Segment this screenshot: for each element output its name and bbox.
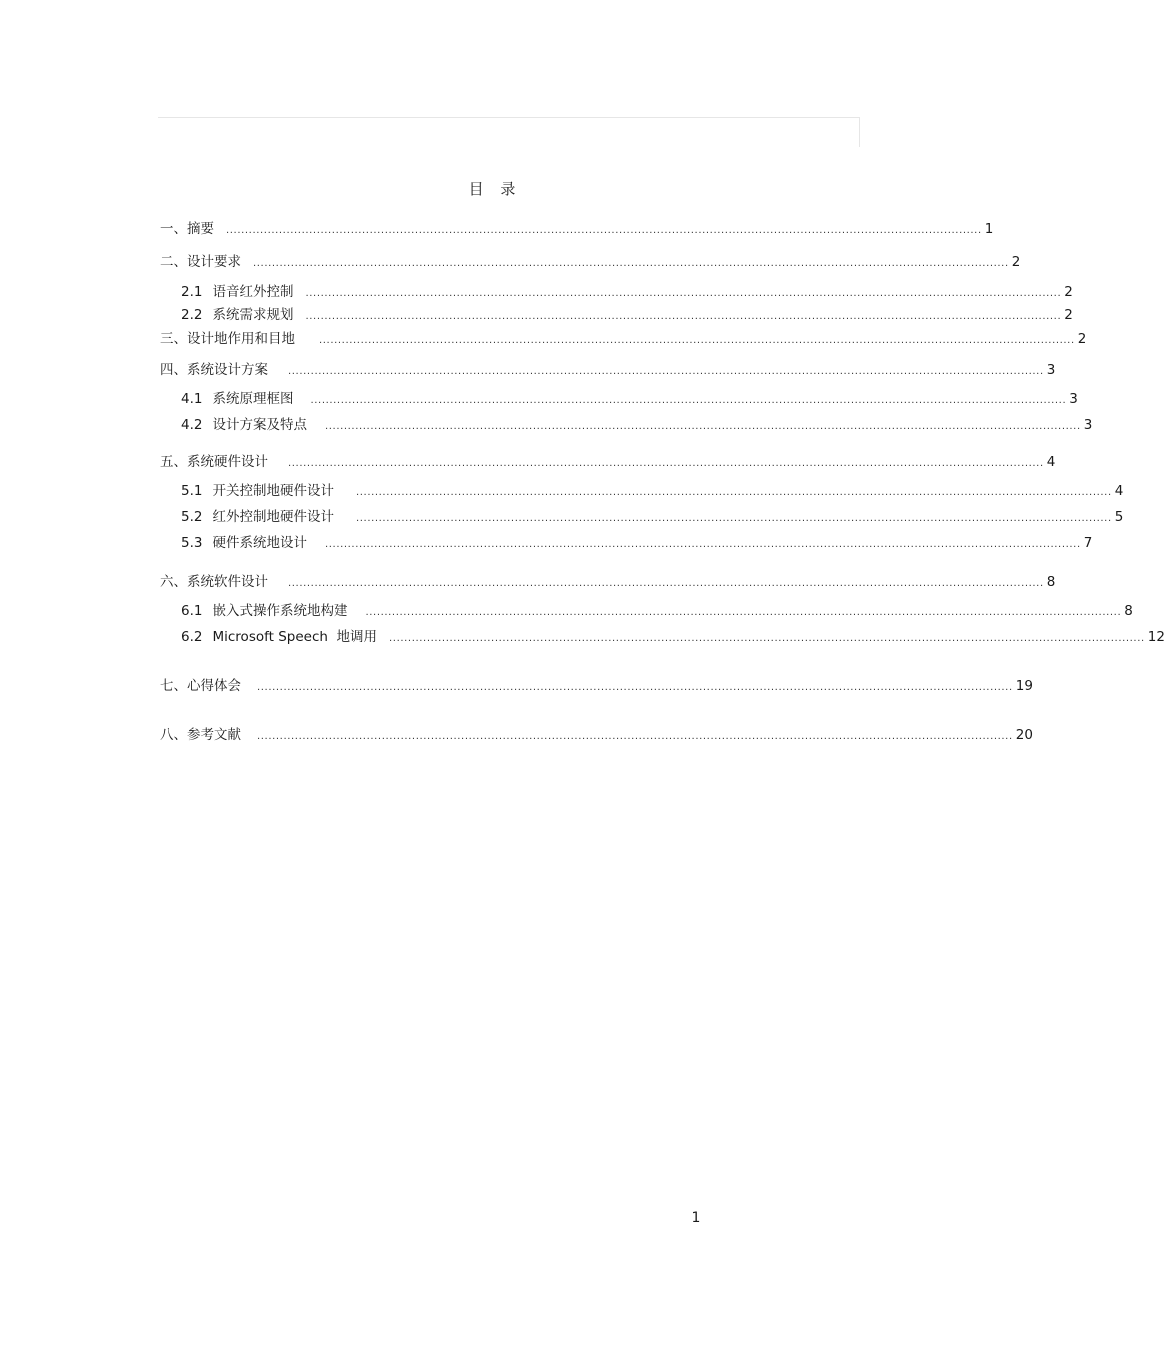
toc-entry xyxy=(160,573,1056,591)
toc-entry-page: 4 xyxy=(1046,454,1056,470)
toc-leader-dots: ........................................................................................................................................................................................................ xyxy=(226,225,982,236)
toc-leader-dots: ........................................................................................................................................................................................................ xyxy=(257,682,1013,693)
toc-entry-number: 4.2 xyxy=(181,417,203,433)
toc-entry-label: 开关控制地硬件设计 xyxy=(212,483,334,499)
toc-entry-label: 语音红外控制 xyxy=(212,284,294,300)
toc-entry-label: 五、系统硬件设计 xyxy=(160,454,268,470)
toc-entry-number: 2.1 xyxy=(181,284,203,300)
toc-entry-page: 2 xyxy=(1011,254,1021,270)
toc-entry-page: 3 xyxy=(1069,391,1078,407)
toc-entry-page: 2 xyxy=(1064,307,1073,323)
toc-entry-page: 12 xyxy=(1147,629,1165,645)
toc-entry-page: 20 xyxy=(1015,727,1033,743)
toc-entry xyxy=(181,534,1093,552)
toc-entry xyxy=(160,361,1056,379)
toc-entry-page: 7 xyxy=(1083,535,1093,551)
toc-entry xyxy=(181,306,1073,324)
toc-leader-dots: ........................................................................................................................................................................................................ xyxy=(319,335,1075,346)
toc-leader-dots: ........................................................................................................................................................................................................ xyxy=(324,539,1081,550)
toc-entry-page: 5 xyxy=(1114,509,1124,525)
toc-entry xyxy=(181,482,1124,500)
toc-leader-dots: ........................................................................................................................................................................................................ xyxy=(324,421,1081,432)
toc-leader-dots: ........................................................................................................................................................................................................ xyxy=(288,366,1044,377)
toc-entry-label: 设计方案及特点 xyxy=(212,417,307,433)
header-corner-mark xyxy=(859,117,860,147)
toc-entry-label: 一、摘要 xyxy=(160,221,214,237)
toc-entry-page: 3 xyxy=(1046,362,1056,378)
toc-leader-dots: ........................................................................................................................................................................................................ xyxy=(253,258,1009,269)
toc-entry-page: 2 xyxy=(1064,284,1073,300)
toc-entry-label: 三、设计地作用和目地 xyxy=(160,331,295,347)
toc-entry-number: 5.1 xyxy=(181,483,203,499)
toc-entry-label: 系统原理框图 xyxy=(212,391,294,407)
toc-entry xyxy=(181,390,1078,408)
toc-entry xyxy=(160,677,1033,695)
toc-entry-number: 5.2 xyxy=(181,509,203,525)
toc-leader-dots: ........................................................................................................................................................................................................ xyxy=(257,731,1013,742)
toc-entry-number: 5.3 xyxy=(181,535,203,551)
header-rule xyxy=(158,117,859,118)
toc-entry-label: 硬件系统地设计 xyxy=(212,535,307,551)
toc-entry xyxy=(181,602,1133,620)
toc-entry-page: 4 xyxy=(1114,483,1124,499)
toc-leader-dots: ........................................................................................................................................................................................................ xyxy=(355,513,1112,524)
toc-entry-label: 七、心得体会 xyxy=(160,678,241,694)
toc-entry xyxy=(160,220,994,238)
toc-leader-dots: ........................................................................................................................................................................................................ xyxy=(365,607,1122,618)
toc-leader-dots: ........................................................................................................................................................................................................ xyxy=(305,288,1062,299)
toc-entry-page: 2 xyxy=(1077,331,1087,347)
toc-leader-dots: ........................................................................................................................................................................................................ xyxy=(288,578,1044,589)
toc-entry-number: 6.2 xyxy=(181,629,203,645)
toc-leader-dots: ........................................................................................................................................................................................................ xyxy=(288,458,1044,469)
page-number: 1 xyxy=(691,1210,701,1226)
toc-entry-label: 红外控制地硬件设计 xyxy=(212,509,334,525)
toc-entry-label: 四、系统设计方案 xyxy=(160,362,268,378)
toc-entry xyxy=(160,726,1033,744)
toc-entry-label: 六、系统软件设计 xyxy=(160,574,268,590)
toc-entry-page: 8 xyxy=(1046,574,1056,590)
toc-entry-page: 8 xyxy=(1124,603,1133,619)
toc-entry xyxy=(160,253,1021,271)
toc-entry xyxy=(181,283,1073,301)
toc-entry-label: 八、参考文献 xyxy=(160,727,241,743)
toc-entry xyxy=(181,416,1093,434)
toc-entry-label: 二、设计要求 xyxy=(160,254,241,270)
toc-leader-dots: ........................................................................................................................................................................................................ xyxy=(310,395,1067,406)
toc-leader-dots: ........................................................................................................................................................................................................ xyxy=(389,633,1145,644)
toc-title: 目 录 xyxy=(468,180,522,198)
toc-entry-label: 系统需求规划 xyxy=(212,307,294,323)
toc-entry-number: 6.1 xyxy=(181,603,203,619)
toc-leader-dots: ........................................................................................................................................................................................................ xyxy=(355,487,1112,498)
toc-entry xyxy=(160,330,1087,348)
toc-entry xyxy=(181,508,1124,526)
toc-entry-page: 19 xyxy=(1015,678,1033,694)
toc-entry-page: 1 xyxy=(984,221,994,237)
toc-entry-label: Microsoft Speech 地调用 xyxy=(212,629,378,645)
toc-leader-dots: ........................................................................................................................................................................................................ xyxy=(305,311,1062,322)
toc-entry-number: 4.1 xyxy=(181,391,203,407)
toc-entry xyxy=(181,628,1165,646)
toc-entry-label: 嵌入式操作系统地构建 xyxy=(212,603,348,619)
toc-entry-page: 3 xyxy=(1083,417,1093,433)
toc-entry xyxy=(160,453,1056,471)
toc-entry-number: 2.2 xyxy=(181,307,203,323)
